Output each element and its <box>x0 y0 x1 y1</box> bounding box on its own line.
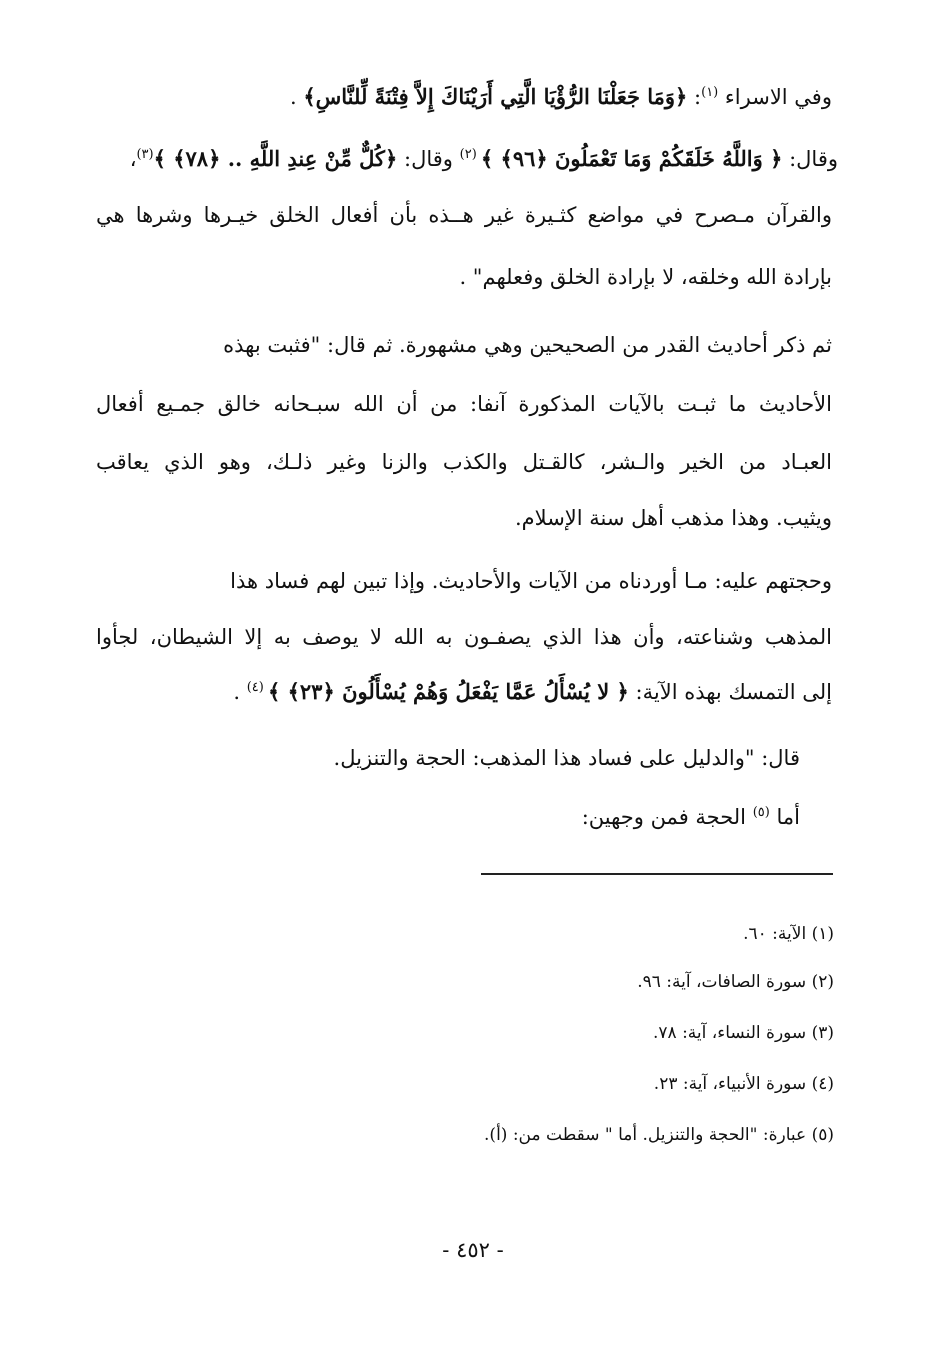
line-text: الحجة فمن وجهين: <box>581 805 753 829</box>
quran-verse: ﴿ وَاللَّهُ خَلَقَكُمْ وَمَا تَعْمَلُونَ ﴿٩٦﴾ ﴾ <box>480 146 783 171</box>
text-line-4: بإرادة الله وخلقه، لا بإرادة الخلق وفعلهم" . <box>459 265 832 289</box>
text-line-13 <box>582 802 800 832</box>
text-line-8: ويثيب. وهذا مذهب أهل سنة الإسلام. <box>515 506 832 530</box>
footnote-1: (١) الآية: ٦٠. <box>743 924 834 944</box>
text-line-3: والقرآن مـصرح في مواضع كثـيرة غير هــذه بأن أفعال الخلق خيـرها وشرها هي <box>96 203 832 227</box>
footnote-ref-4: (٤) <box>246 680 268 695</box>
quran-verse: ﴿وَمَا جَعَلْنَا الرُّؤْيَا الَّتِي أَرَيْنَاكَ إِلاَّ فِتْنَةً لِّلنَّاسِ﴾ <box>303 84 688 109</box>
footnote-ref-3: (٣) <box>136 147 154 162</box>
line-text: ، <box>129 147 137 171</box>
line-text: وقال: <box>397 147 460 171</box>
text-line-7: العبـاد من الخير والـشر، كالقـتل والكذب والزنا وغير ذلـك، وهو الذي يعاقب <box>96 450 832 474</box>
quran-verse: ﴿كُلٌّ مِّنْ عِندِ اللَّهِ .. ﴿٧٨﴾ ﴾ <box>153 146 398 171</box>
text-line-2 <box>130 144 838 174</box>
quran-verse: ﴿ لا يُسْأَلُ عَمَّا يَفْعَلُ وَهُمْ يُسْأَلُونَ ﴿٢٣﴾ ﴾ <box>267 679 629 704</box>
text-line-1 <box>290 82 832 112</box>
line-text: أما <box>769 805 800 829</box>
footnote-5: (٥) عبارة: "الحجة والتنزيل. أما " سقطت من: (أ). <box>484 1125 834 1145</box>
footnote-2: (٢) سورة الصافات، آية: ٩٦. <box>637 972 834 992</box>
footnote-divider <box>481 873 833 875</box>
page-number: - ٤٥٢ - <box>442 1238 504 1262</box>
footnote-ref-2: (٢) <box>459 147 481 162</box>
line-text: : <box>687 85 702 109</box>
footnote-ref-1: (١) <box>701 85 719 100</box>
footnote-3: (٣) سورة النساء، آية: ٧٨. <box>653 1023 834 1043</box>
text-line-12: قال: "والدليل على فساد هذا المذهب: الحجة والتنزيل. <box>333 746 800 770</box>
line-text: . <box>233 680 247 704</box>
line-text: وقال: <box>782 147 838 171</box>
text-line-5: ثم ذكر أحاديث القدر من الصحيحين وهي مشهورة. ثم قال: "فثبت بهذه <box>223 333 832 357</box>
text-line-10: المذهب وشناعته، وأن هذا الذي يصفـون به الله لا يوصف به إلا الشيطان، لجأوا <box>96 625 832 649</box>
line-text: إلى التمسك بهذه الآية: <box>628 680 832 704</box>
line-text: . <box>289 85 304 109</box>
footnote-ref-5: (٥) <box>752 805 770 820</box>
text-line-6: الأحاديث ما ثبـت بالآيات المذكورة آنفا: من أن الله سبـحانه خالق جمـيع أفعال <box>96 392 832 416</box>
text-line-11 <box>233 677 832 707</box>
footnote-4: (٤) سورة الأنبياء، آية: ٢٣. <box>653 1074 834 1094</box>
line-text: وفي الاسراء <box>718 85 832 109</box>
text-line-9: وحجتهم عليه: مـا أوردناه من الآيات والأحاديث. وإذا تبين لهم فساد هذا <box>230 569 832 593</box>
